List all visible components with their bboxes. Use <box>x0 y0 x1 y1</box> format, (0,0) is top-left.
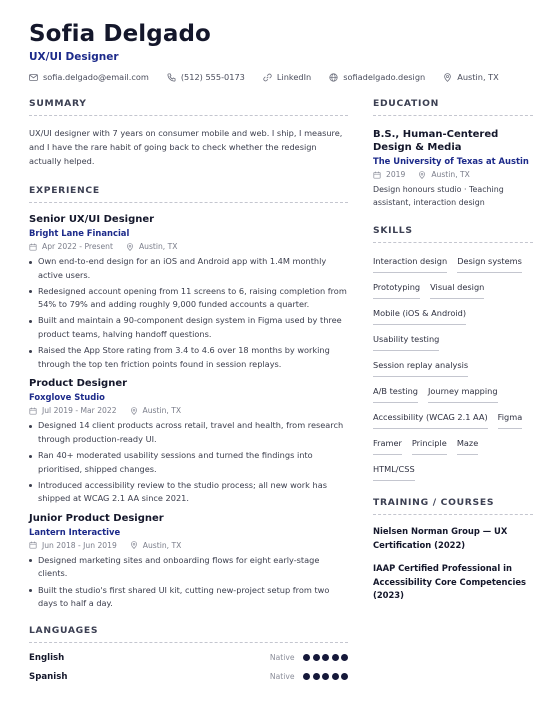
job-location <box>126 242 178 251</box>
job-company: Lantern Interactive <box>29 526 121 537</box>
rating-dot <box>313 673 320 680</box>
phone-icon <box>167 73 176 82</box>
language-rating <box>301 673 349 680</box>
left-column <box>29 98 348 682</box>
rating-dot <box>303 654 310 661</box>
skill-tag: A/B testing <box>373 380 418 403</box>
skill-tag: Journey mapping <box>428 380 498 403</box>
job-location <box>130 406 182 415</box>
language-name: Spanish <box>29 671 68 682</box>
globe-icon <box>329 73 338 82</box>
skill-tag: Mobile (iOS & Android) <box>373 302 466 325</box>
job-bullet: Ran 40+ moderated usability sessions and turned the findings into prioritised, shipped changes. <box>29 449 348 476</box>
job-entry <box>29 213 348 371</box>
job-bullets <box>29 255 348 371</box>
education-year-text: 2019 <box>386 170 406 179</box>
job-company: Bright Lane Financial <box>29 228 130 238</box>
skills-heading: SKILLS <box>373 225 413 236</box>
summary-text: UX/UI designer with 7 years on consumer mobile and web. I ship, I measure, and I have the rare habit of going back to check whether the redesign actually helped. <box>29 128 343 166</box>
job-location <box>130 541 182 550</box>
language-item <box>29 672 348 682</box>
calendar-icon <box>29 243 37 251</box>
section-divider <box>373 514 533 515</box>
rating-dot <box>332 654 339 661</box>
rating-dot <box>313 654 320 661</box>
education-year <box>373 170 405 179</box>
contact-email[interactable] <box>29 72 149 82</box>
skill-tag: Interaction design <box>373 250 447 273</box>
contact-location <box>443 72 499 82</box>
skill-tag: Principle <box>412 432 447 455</box>
job-bullet: Redesigned account opening from 11 screens to 6, raising completion from 54% to 79% and adding roughly 9,000 funded accounts a quarter. <box>29 285 348 312</box>
education-school: The University of Texas at Austin <box>373 156 529 166</box>
job-dates <box>29 242 113 251</box>
language-level: Native <box>269 653 295 663</box>
job-dates-text: Jul 2019 - Mar 2022 <box>42 406 117 416</box>
job-bullet: Designed marketing sites and onboarding flows for eight early-stage clients. <box>29 554 348 581</box>
rating-dot <box>341 673 348 680</box>
location-pin-icon <box>418 171 426 179</box>
training-heading: TRAINING / COURSES <box>373 497 495 508</box>
experience-heading: EXPERIENCE <box>29 185 100 196</box>
job-bullet: Designed 14 client products across retail, travel and health, from research through production-ready UI. <box>29 419 348 446</box>
skill-tag: Figma <box>498 406 523 429</box>
job-dates-text: Jun 2018 - Jun 2019 <box>42 540 117 550</box>
candidate-name: Sofia Delgado <box>29 21 211 47</box>
skill-tag: Framer <box>373 432 402 455</box>
section-divider <box>29 115 348 116</box>
skills-section <box>373 225 533 481</box>
right-column <box>373 98 533 603</box>
contact-linkedin-text: LinkedIn <box>276 72 312 82</box>
calendar-icon <box>373 171 381 179</box>
language-item <box>29 653 348 663</box>
calendar-icon <box>29 407 37 415</box>
resume-header <box>29 20 539 82</box>
education-location-text: Austin, TX <box>431 170 470 179</box>
job-location-text: Austin, TX <box>142 406 182 416</box>
languages-section <box>29 625 348 682</box>
skill-tag: Prototyping <box>373 276 420 299</box>
language-level: Native <box>269 672 295 682</box>
job-bullet: Introduced accessibility review to the studio process; all new work has shipped at WCAG 2.1 AA since 2021. <box>29 479 348 506</box>
skill-tag: Design systems <box>457 250 522 273</box>
location-pin-icon <box>130 407 138 415</box>
job-entry <box>29 512 348 611</box>
course-item: IAAP Certified Professional in Accessibility Core Competencies (2023) <box>373 563 526 601</box>
job-title: Senior UX/UI Designer <box>29 214 155 225</box>
rating-dot <box>332 673 339 680</box>
job-dates <box>29 541 117 550</box>
job-bullet: Own end-to-end design for an iOS and Android app with 1.4M monthly active users. <box>29 255 348 282</box>
job-dates <box>29 406 117 415</box>
location-pin-icon <box>443 73 452 82</box>
skill-tag: HTML/CSS <box>373 458 415 481</box>
education-degree: B.S., Human-Centered Design & Media <box>373 129 499 153</box>
language-rating <box>301 654 349 661</box>
job-bullet: Raised the App Store rating from 3.4 to 4.6 over 18 months by working through the top ten friction points found in session replays. <box>29 344 348 371</box>
job-title: Product Designer <box>29 378 128 390</box>
contact-website-text: sofiadelgado.design <box>343 72 426 82</box>
location-pin-icon <box>130 541 138 549</box>
education-location <box>418 170 470 179</box>
summary-heading: SUMMARY <box>29 98 87 109</box>
rating-dot <box>303 673 310 680</box>
skill-tag: Session replay analysis <box>373 354 468 377</box>
course-item: Nielsen Norman Group — UX Certification (2022) <box>373 526 508 550</box>
contact-email-text: sofia.delgado@email.com <box>43 72 149 82</box>
candidate-role: UX/UI Designer <box>29 51 119 63</box>
job-title: Junior Product Designer <box>29 512 164 524</box>
section-divider <box>373 115 533 116</box>
contact-linkedin[interactable] <box>263 72 311 82</box>
contact-location-text: Austin, TX <box>457 72 499 82</box>
experience-section <box>29 185 348 611</box>
education-description: Design honours studio · Teaching assistant, interaction design <box>373 185 504 207</box>
contact-phone[interactable] <box>167 72 245 82</box>
skill-tag: Accessibility (WCAG 2.1 AA) <box>373 406 488 429</box>
education-meta <box>373 170 533 179</box>
job-meta <box>29 406 348 415</box>
contact-website[interactable] <box>329 72 425 82</box>
job-bullets <box>29 554 348 611</box>
link-icon <box>263 73 272 82</box>
education-section <box>373 98 533 209</box>
skills-list <box>373 247 533 481</box>
rating-dot <box>322 654 329 661</box>
language-name: English <box>29 652 65 663</box>
location-pin-icon <box>126 243 134 251</box>
languages-heading: LANGUAGES <box>29 624 99 636</box>
section-divider <box>29 202 348 203</box>
education-heading: EDUCATION <box>373 98 439 109</box>
section-divider <box>29 642 348 643</box>
job-bullets <box>29 419 348 506</box>
summary-section <box>29 98 348 168</box>
job-location-text: Austin, TX <box>138 242 178 251</box>
rating-dot <box>322 673 329 680</box>
job-location-text: Austin, TX <box>142 540 182 550</box>
training-section <box>373 497 533 603</box>
rating-dot <box>341 654 348 661</box>
envelope-icon <box>29 73 38 82</box>
skill-tag: Usability testing <box>373 328 439 351</box>
job-bullet: Built the studio's first shared UI kit, cutting new-project setup from two days to half a day. <box>29 584 348 611</box>
job-meta <box>29 541 348 550</box>
section-divider <box>373 242 533 243</box>
skill-tag: Maze <box>457 432 478 455</box>
calendar-icon <box>29 541 37 549</box>
job-meta <box>29 242 348 251</box>
job-company: Foxglove Studio <box>29 392 105 403</box>
job-dates-text: Apr 2022 - Present <box>42 242 113 251</box>
job-entry <box>29 377 348 506</box>
contact-phone-text: (512) 555-0173 <box>180 72 245 82</box>
contact-bar <box>29 72 539 82</box>
job-bullet: Built and maintain a 90-component design system in Figma used by three product teams, halving handoff questions. <box>29 314 348 341</box>
skill-tag: Visual design <box>430 276 484 299</box>
